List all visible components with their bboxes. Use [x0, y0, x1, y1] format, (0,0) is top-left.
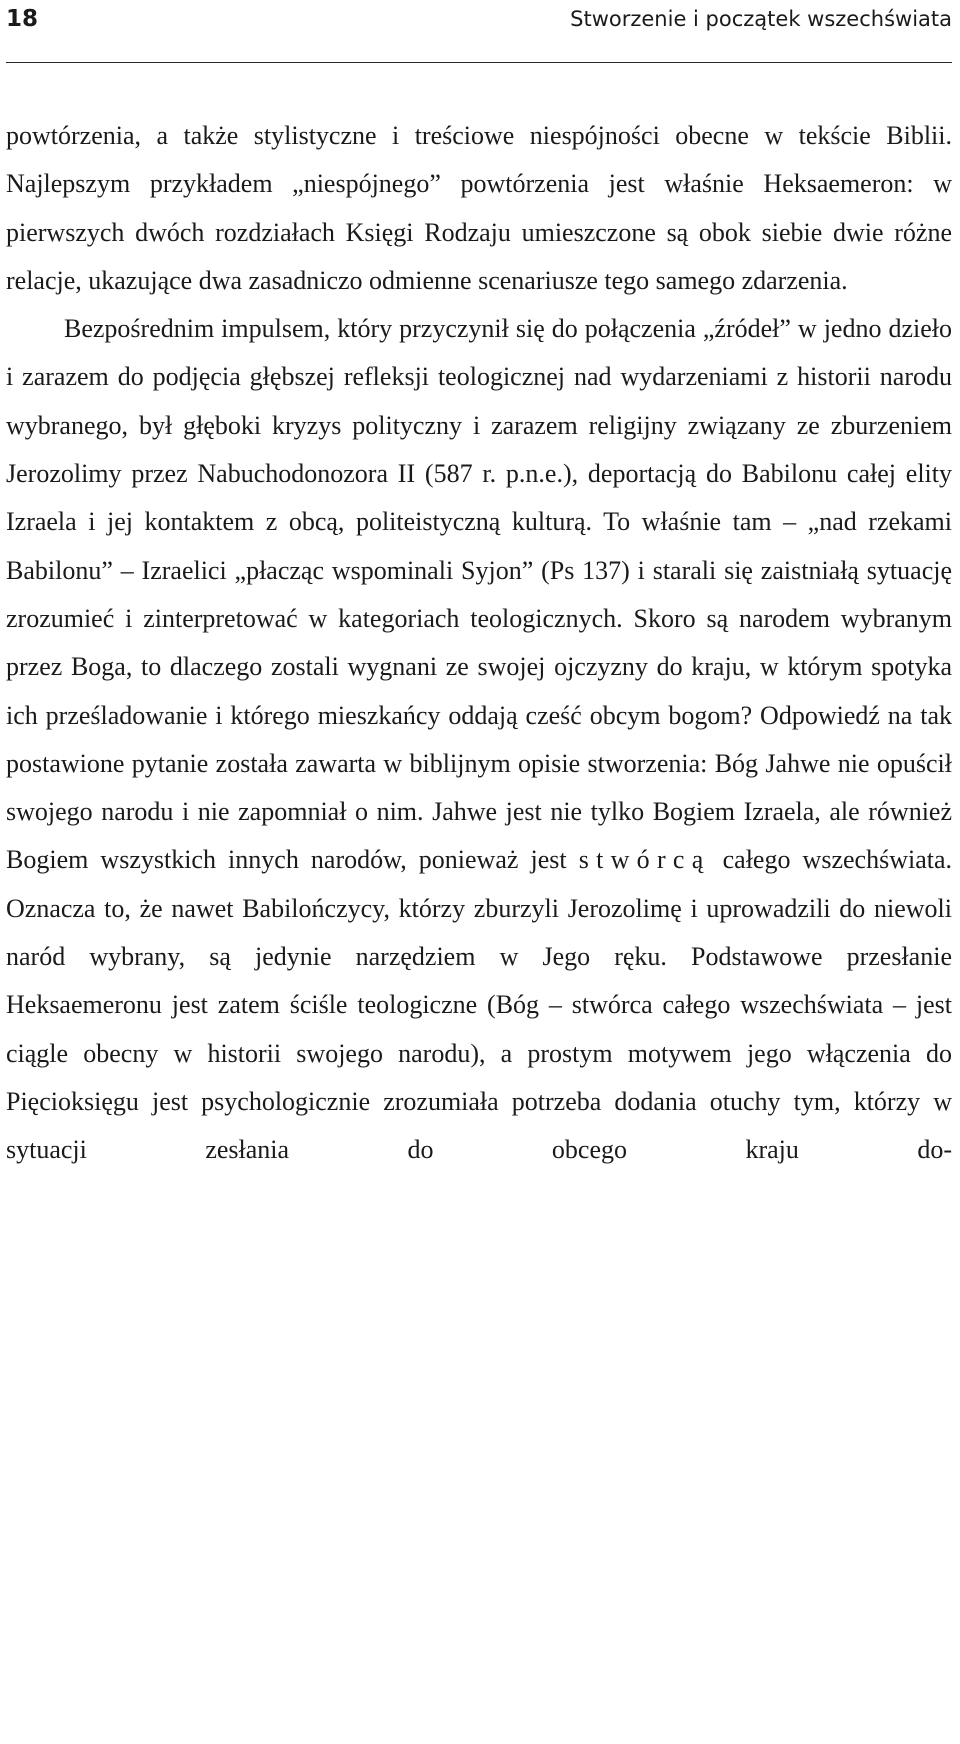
paragraph-2-text-start: Bezpośrednim impulsem, który przyczynił się do połączenia „źródeł” w jedno dzieło i zarazem do podjęcia głębszej refleksji teologicznej nad wydarzeniami z historii narodu wybranego, był głęboki kryzys polityczny i zarazem religijny związany ze zburzeniem Jerozolimy przez Nabuchodonozora II (587 r. p.n.e.), deportacją do Babilonu całej elity Izraela i jej kontaktem z obcą, politeistyczną kulturą. To właśnie tam – „nad rzekami Babilonu” – Izraelici „płacząc wspominali Syjon” (Ps 137) i starali się zaistniałą sytuację zrozumieć i zinterpretować w kategoriach teologicznych. Skoro są narodem wybranym przez Boga, to dlaczego zostali wygnani ze swojej ojczyzny do kraju, w którym spotyka ich prześladowanie i którego mieszkańcy oddają cześć obcym bogom? Odpowiedź na tak postawione pytanie została zawarta w biblijnym opisie stworzenia: Bóg Jahwe nie opuścił swojego narodu i nie zapomniał o nim. Jahwe jest nie tylko Bogiem Izraela, ale również Bogiem wszystkich innych narodów, ponieważ jest [6, 314, 952, 875]
emphasized-word: stwórcą [578, 845, 711, 875]
running-title: Stworzenie i początek wszechświata [570, 7, 952, 31]
page-number: 18 [6, 6, 39, 32]
header-rule [6, 62, 952, 63]
body-text [6, 112, 952, 1175]
page-header [6, 0, 952, 64]
paragraph-2 [6, 305, 952, 1174]
paragraph-2-text-end: całego wszechświata. Oznacza to, że nawet Babilończycy, którzy zburzyli Jerozolimę i uprowadzili do niewoli naród wybrany, są jedynie narzędziem w Jego ręku. Podstawowe przesłanie Heksaemeronu jest zatem ściśle teologiczne (Bóg – stwórca całego wszechświata – jest ciągle obecny w historii swojego narodu), a prostym motywem jego włączenia do Pięcioksięgu jest psychologicznie zrozumiała potrzeba dodania otuchy tym, którzy w sytuacji zesłania do obcego kraju do- [6, 845, 952, 1165]
paragraph-1: powtórzenia, a także stylistyczne i treściowe niespójności obecne w tekście Biblii. Najlepszym przykładem „niespójnego” powtórzenia jest właśnie Heksaemeron: w pierwszych dwóch rozdziałach Księgi Rodzaju umieszczone są obok siebie dwie różne relacje, ukazujące dwa zasadniczo odmienne scenariusze tego samego zdarzenia. [6, 121, 952, 295]
